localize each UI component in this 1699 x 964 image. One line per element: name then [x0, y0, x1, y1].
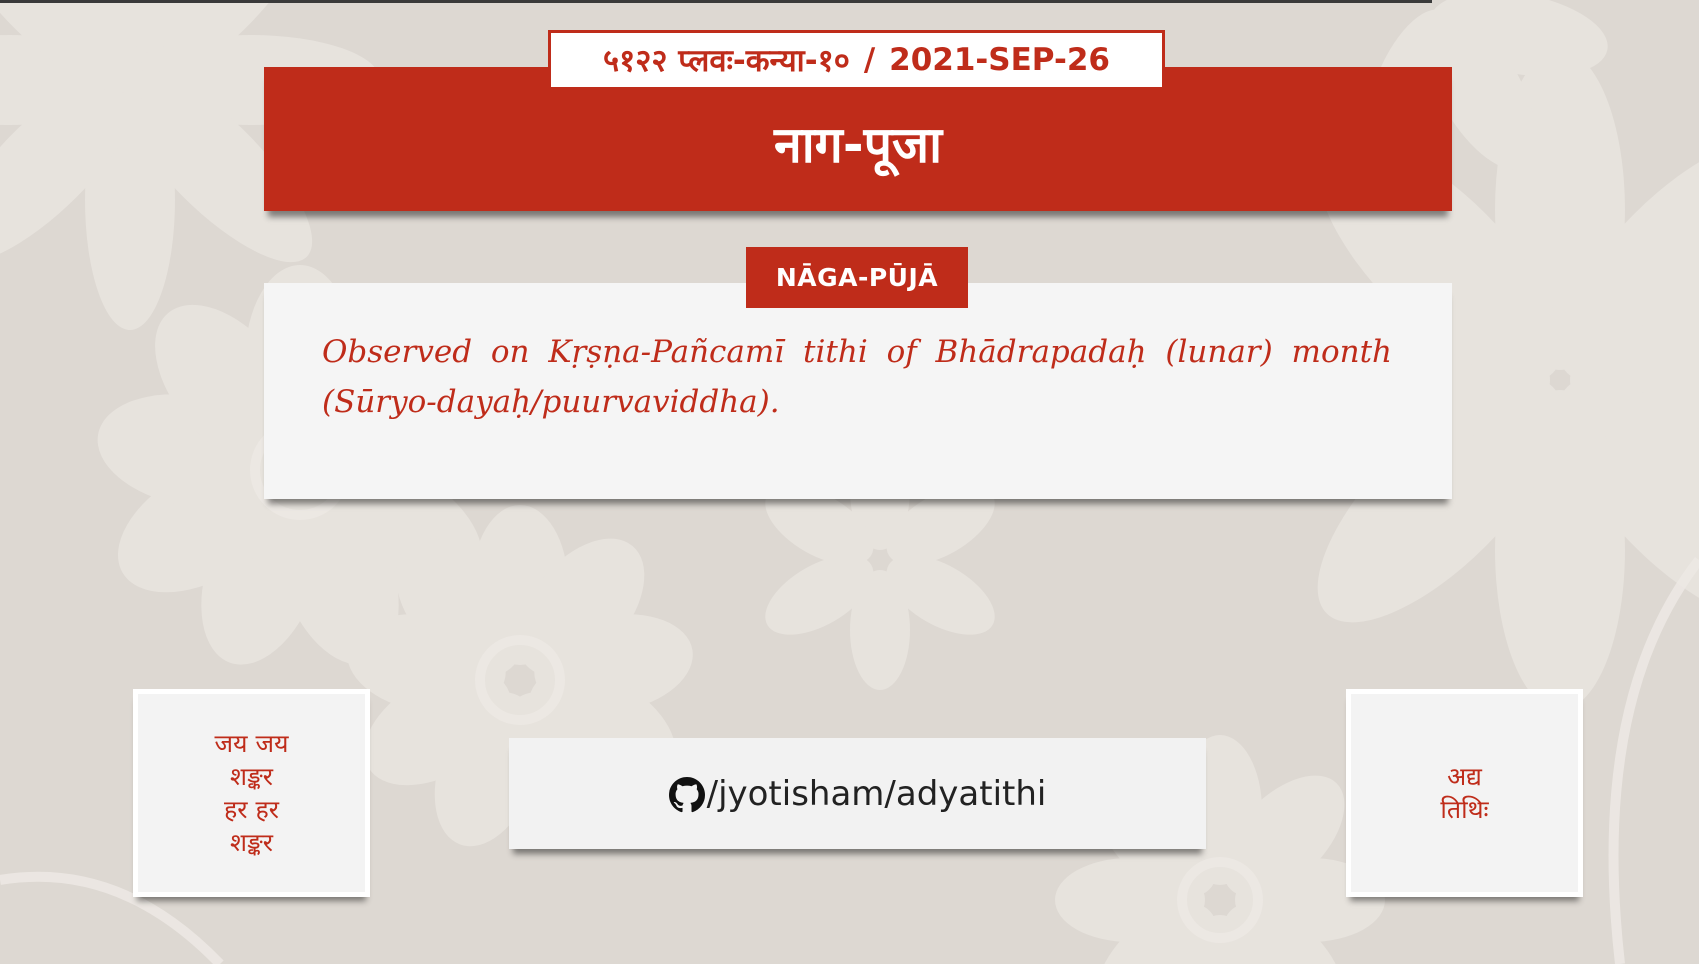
top-border-line	[0, 0, 1432, 3]
event-name-badge	[746, 247, 968, 308]
label-line: अद्य	[1447, 762, 1482, 791]
blessing-line: जय जय	[214, 729, 289, 758]
label-line: तिथिः	[1440, 795, 1489, 824]
blessing-line: शङ्कर	[229, 828, 274, 857]
blessing-line: शङ्कर	[229, 762, 274, 791]
github-icon	[669, 777, 705, 813]
page-title: नाग-पूजा	[773, 116, 943, 174]
blessing-line: हर हर	[224, 795, 279, 824]
github-path[interactable]: /jyotisham/adyatithi	[706, 773, 1047, 814]
native-date: ५१२२ प्लवः-कन्या-१०	[602, 43, 850, 79]
date-separator: /	[863, 42, 876, 78]
event-card	[264, 283, 1452, 499]
gregorian-date: 2021-SEP-26	[889, 42, 1110, 78]
event-name: NĀGA-PŪJĀ	[775, 263, 939, 292]
left-blessing-box	[133, 689, 370, 897]
date-header	[548, 30, 1165, 90]
event-description: Observed on Kṛṣṇa-Pañcamī tithi of Bhādrapadaḥ (lunar) month (Sūryo-dayaḥ/puurvaviddha).	[322, 334, 1392, 420]
right-label-box	[1346, 689, 1583, 897]
github-link[interactable]	[509, 738, 1206, 849]
